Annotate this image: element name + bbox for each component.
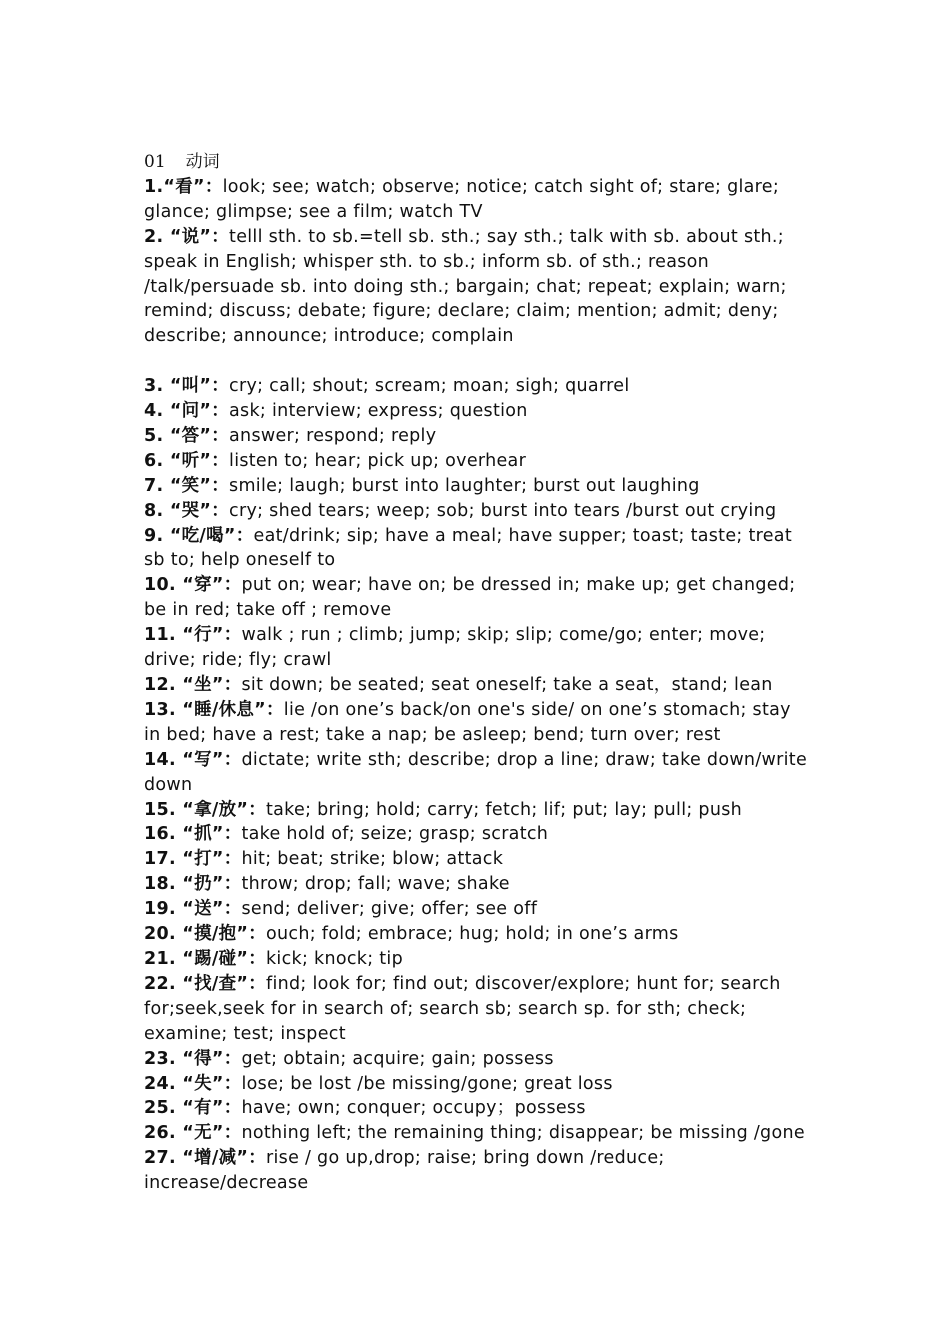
vocab-entry-21: 21. “踢/碰”：kick; knock; tip <box>144 948 403 969</box>
blank-line <box>144 349 809 374</box>
vocab-entry-1: 1.“看”：look; see; watch; observe; notice; catch sight of; stare; glare; glance; glimpse; see a film; watch TV <box>144 176 780 222</box>
vocab-entry-27: 27. “增/减”：rise / go up,drop; raise; bring down /reduce; increase/decrease <box>144 1148 665 1194</box>
vocab-entry-5: 5. “答”：answer; respond; reply <box>144 425 437 446</box>
vocab-entry-4: 4. “问”：ask; interview; express; question <box>144 401 528 422</box>
vocab-entry-20: 20. “摸/抱”：ouch; fold; embrace; hug; hold; in one’s arms <box>144 924 679 945</box>
vocab-entry-8: 8. “哭”：cry; shed tears; weep; sob; burst into tears /burst out crying <box>144 500 777 521</box>
vocab-entry-18: 18. “扔”：throw; drop; fall; wave; shake <box>144 874 510 895</box>
vocab-entry-19: 19. “送”：send; deliver; give; offer; see off <box>144 899 538 920</box>
vocab-entry-11: 11. “行”：walk ; run ; climb; jump; skip; slip; come/go; enter; move; drive; ride; fly; crawl <box>144 625 766 671</box>
vocab-entry-22: 22. “找/查”：find; look for; find out; discover/explore; hunt for; search for;seek,seek for in search of; search sb; search sp. for sth; check; examine; test; inspect <box>144 973 781 1044</box>
vocab-entry-3: 3. “叫”：cry; call; shout; scream; moan; sigh; quarrel <box>144 376 630 397</box>
vocab-entry-13: 13. “睡/休息”：lie /on one’s back/on one's side/ on one’s stomach; stay in bed; have a rest; take a nap; be asleep; bend; turn over; rest <box>144 699 791 745</box>
vocab-entry-6: 6. “听”：listen to; hear; pick up; overhear <box>144 450 527 471</box>
vocab-entry-12: 12. “坐”：sit down; be seated; seat oneself; take a seat，stand; lean <box>144 675 773 696</box>
vocab-entry-10: 10. “穿”：put on; wear; have on; be dressed in; make up; get changed; be in red; take off ; remove <box>144 575 796 621</box>
vocab-entry-7: 7. “笑”：smile; laugh; burst into laughter; burst out laughing <box>144 475 700 496</box>
vocab-entry-14: 14. “写”：dictate; write sth; describe; drop a line; draw; take down/write down <box>144 749 808 795</box>
vocab-entry-24: 24. “失”：lose; be lost /be missing/gone; great loss <box>144 1073 613 1094</box>
vocab-entry-17: 17. “打”：hit; beat; strike; blow; attack <box>144 849 504 870</box>
section-heading <box>144 150 809 175</box>
vocab-entry-9: 9. “吃/喝”：eat/drink; sip; have a meal; have supper; toast; taste; treat sb to; help oneself to <box>144 525 792 571</box>
document-page <box>144 150 809 1196</box>
vocab-entry-25: 25. “有”：have; own; conquer; occupy；possess <box>144 1098 586 1119</box>
section-title: 动词 <box>185 152 220 172</box>
vocab-entry-16: 16. “抓”：take hold of; seize; grasp; scratch <box>144 824 549 845</box>
vocab-entry-26: 26. “无”：nothing left; the remaining thing; disappear; be missing /gone <box>144 1123 805 1144</box>
section-number: 01 <box>144 152 166 172</box>
vocab-entry-15: 15. “拿/放”：take; bring; hold; carry; fetch; lif; put; lay; pull; push <box>144 799 743 820</box>
vocab-entry-23: 23. “得”：get; obtain; acquire; gain; possess <box>144 1048 554 1069</box>
vocab-entry-2: 2. “说”：telll sth. to sb.=tell sb. sth.; say sth.; talk with sb. about sth.; speak in English; whisper sth. to sb.; inform sb. of sth.; reason /talk/persuade sb. into doing sth.; bargain; chat; repeat; explain; warn; remind; discuss; debate; figure; declare; claim; mention; admit; deny; describe; announce; introduce; complain <box>144 226 787 347</box>
